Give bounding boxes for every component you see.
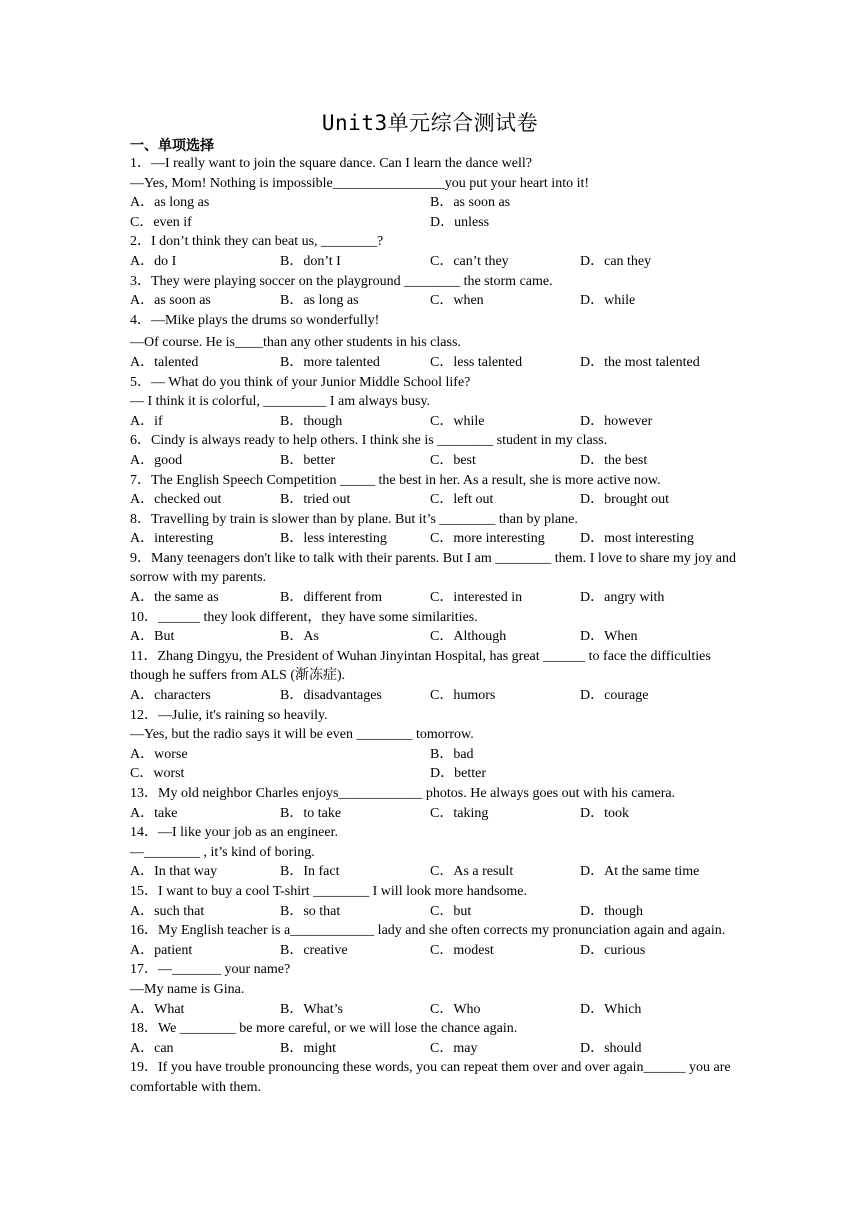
answer-option: C．modest — [430, 942, 494, 958]
question-stem: 12．—Julie, it's raining so heavily. — [130, 707, 328, 723]
question-stem: 6．Cindy is always ready to help others. I think she is ________ student in my class. — [130, 433, 608, 449]
question-stem: 3．They were playing soccer on the playground ________ the storm came. — [130, 273, 553, 289]
options-row — [130, 804, 740, 824]
question-item — [130, 373, 740, 432]
question-item — [130, 154, 740, 232]
answer-option: D．took — [580, 805, 629, 821]
answer-option: C．even if — [130, 214, 192, 230]
answer-option: D．while — [580, 293, 636, 309]
question-list — [130, 154, 740, 1098]
answer-option: D．brought out — [580, 492, 670, 508]
question-stem: 17．—_______ your name? — [130, 962, 291, 978]
question-line: —Of course. He is____than any other students in his class. — [130, 335, 461, 351]
answer-option: B．less interesting — [280, 531, 387, 547]
answer-option: B．tried out — [280, 492, 351, 508]
options-row — [130, 1000, 740, 1020]
answer-option: B．better — [280, 452, 336, 468]
answer-option: A．if — [130, 413, 163, 429]
question-item — [130, 921, 740, 960]
question-stem: 14．—I like your job as an engineer. — [130, 825, 339, 841]
answer-option: B．so that — [280, 903, 341, 919]
options-row — [130, 529, 740, 549]
question-stem: 1．—I really want to join the square dance. Can I learn the dance well? — [130, 156, 532, 171]
answer-option: C．when — [430, 293, 484, 309]
question-stem: 7．The English Speech Competition _____ the best in her. As a result, she is more active now. — [130, 472, 661, 488]
answer-option: C．while — [430, 413, 485, 429]
answer-option: C．best — [430, 452, 476, 468]
question-item — [130, 960, 740, 1019]
question-line: —________ , it’s kind of boring. — [130, 844, 315, 860]
question-item — [130, 784, 740, 823]
answer-option: B．What’s — [280, 1001, 343, 1017]
answer-option: B．more talented — [280, 354, 380, 370]
answer-option: B．though — [280, 413, 343, 429]
options-row — [130, 451, 740, 471]
answer-option: C．but — [430, 903, 472, 919]
answer-option: C．more interesting — [430, 531, 545, 547]
answer-option: D．the best — [580, 452, 648, 468]
question-item — [130, 882, 740, 921]
answer-option: C．humors — [430, 688, 496, 704]
question-line: —Yes, but the radio says it will be even ________ tomorrow. — [130, 727, 474, 743]
answer-option: B．creative — [280, 942, 348, 958]
answer-option: A．as long as — [130, 195, 210, 211]
answer-option: B．In fact — [280, 864, 340, 880]
options-row — [130, 193, 740, 213]
answer-option: D．courage — [580, 688, 649, 704]
answer-option: C．may — [430, 1040, 478, 1056]
options-row — [130, 862, 740, 882]
answer-option: C．worst — [130, 766, 185, 782]
options-row — [130, 764, 740, 784]
answer-option: D．most interesting — [580, 531, 694, 547]
answer-option: A．good — [130, 452, 183, 468]
answer-option: A．the same as — [130, 590, 219, 606]
question-item — [130, 1019, 740, 1058]
answer-option: C．taking — [430, 805, 489, 821]
options-row — [130, 588, 740, 608]
answer-option: C．left out — [430, 492, 494, 508]
answer-option: A．as soon as — [130, 293, 211, 309]
question-item — [130, 706, 740, 784]
options-row — [130, 213, 740, 233]
answer-option: A．worse — [130, 746, 188, 762]
answer-option: A．do I — [130, 253, 177, 269]
answer-option: C．can’t they — [430, 253, 509, 269]
answer-option: A．can — [130, 1040, 174, 1056]
answer-option: A．checked out — [130, 492, 222, 508]
question-line: —Yes, Mom! Nothing is impossible________________you put your heart into it! — [130, 175, 590, 191]
answer-option: D．unless — [430, 214, 490, 230]
answer-option: A．take — [130, 805, 178, 821]
question-stem: 5．— What do you think of your Junior Middle School life? — [130, 374, 471, 390]
question-item — [130, 272, 740, 311]
answer-option: D．curious — [580, 942, 646, 958]
options-row — [130, 627, 740, 647]
options-row — [130, 1039, 740, 1059]
answer-option: B．might — [280, 1040, 337, 1056]
question-stem: 10．______ they look different，they have some similarities. — [130, 609, 478, 625]
answer-option: A．talented — [130, 354, 199, 370]
answer-option: A．such that — [130, 903, 205, 919]
section-heading: 一、单项选择 — [130, 138, 214, 154]
answer-option: C．interested in — [430, 590, 523, 606]
answer-option: D．can they — [580, 253, 652, 269]
question-stem: 19．If you have trouble pronouncing these words, you can repeat them over and over again______ you are comfortable with them. — [130, 1060, 731, 1095]
question-item — [130, 647, 740, 706]
answer-option: A．But — [130, 629, 175, 645]
answer-option: B．don’t I — [280, 253, 341, 269]
options-row — [130, 902, 740, 922]
question-stem: 15．I want to buy a cool T-shirt ________ I will look more handsome. — [130, 883, 528, 899]
answer-option: B．as soon as — [430, 195, 511, 211]
question-stem: 2．I don’t think they can beat us, ________? — [130, 234, 384, 250]
options-row — [130, 252, 740, 272]
question-line: — I think it is colorful, _________ I am always busy. — [130, 394, 431, 410]
question-stem: 16．My English teacher is a____________ lady and she often corrects my pronunciation again and again. — [130, 923, 726, 939]
answer-option: D．however — [580, 413, 653, 429]
answer-option: A．patient — [130, 942, 193, 958]
options-row — [130, 353, 740, 373]
answer-option: B．bad — [430, 746, 474, 762]
answer-option: A．interesting — [130, 531, 214, 547]
options-row — [130, 941, 740, 961]
question-stem: 11．Zhang Dingyu, the President of Wuhan Jinyintan Hospital, has great ______ to face the difficulties though he suffers from ALS (渐冻症). — [130, 648, 711, 684]
options-row — [130, 686, 740, 706]
answer-option: B．as long as — [280, 293, 359, 309]
question-item — [130, 549, 740, 608]
question-item — [130, 823, 740, 882]
question-stem: 18．We ________ be more careful, or we will lose the chance again. — [130, 1021, 518, 1037]
question-stem: 8．Travelling by train is slower than by plane. But it’s ________ than by plane. — [130, 511, 578, 527]
page-title: Unit3单元综合测试卷 — [321, 111, 539, 135]
answer-option: A．What — [130, 1001, 185, 1017]
question-item — [130, 311, 740, 373]
answer-option: C．As a result — [430, 864, 514, 880]
options-row — [130, 412, 740, 432]
answer-option: C．Although — [430, 629, 507, 645]
answer-option: D．should — [580, 1040, 642, 1056]
answer-option: C．less talented — [430, 354, 523, 370]
answer-option: D．At the same time — [580, 864, 700, 880]
answer-option: A．In that way — [130, 864, 218, 880]
answer-option: D．When — [580, 629, 638, 645]
answer-option: B．to take — [280, 805, 342, 821]
answer-option: D．better — [430, 766, 486, 782]
answer-option: C．Who — [430, 1001, 481, 1017]
question-item — [130, 510, 740, 549]
options-row — [130, 490, 740, 510]
question-item — [130, 471, 740, 510]
answer-option: B．different from — [280, 590, 382, 606]
options-row — [130, 745, 740, 765]
answer-option: D．Which — [580, 1001, 642, 1017]
question-stem: 9．Many teenagers don't like to talk with their parents. But I am ________ them. I love to share my joy and sorrow with my parents. — [130, 550, 736, 586]
answer-option: A．characters — [130, 688, 211, 704]
question-line: —My name is Gina. — [130, 981, 245, 997]
question-item — [130, 431, 740, 470]
answer-option: D．though — [580, 903, 643, 919]
question-item — [130, 1058, 740, 1097]
answer-option: B．As — [280, 629, 319, 645]
question-stem: 4．—Mike plays the drums so wonderfully! — [130, 312, 380, 328]
options-row — [130, 291, 740, 311]
answer-option: D．the most talented — [580, 354, 700, 370]
question-item — [130, 608, 740, 647]
answer-option: D．angry with — [580, 590, 665, 606]
question-item — [130, 232, 740, 271]
question-stem: 13．My old neighbor Charles enjoys____________ photos. He always goes out with his camera. — [130, 786, 676, 801]
answer-option: B．disadvantages — [280, 688, 382, 704]
